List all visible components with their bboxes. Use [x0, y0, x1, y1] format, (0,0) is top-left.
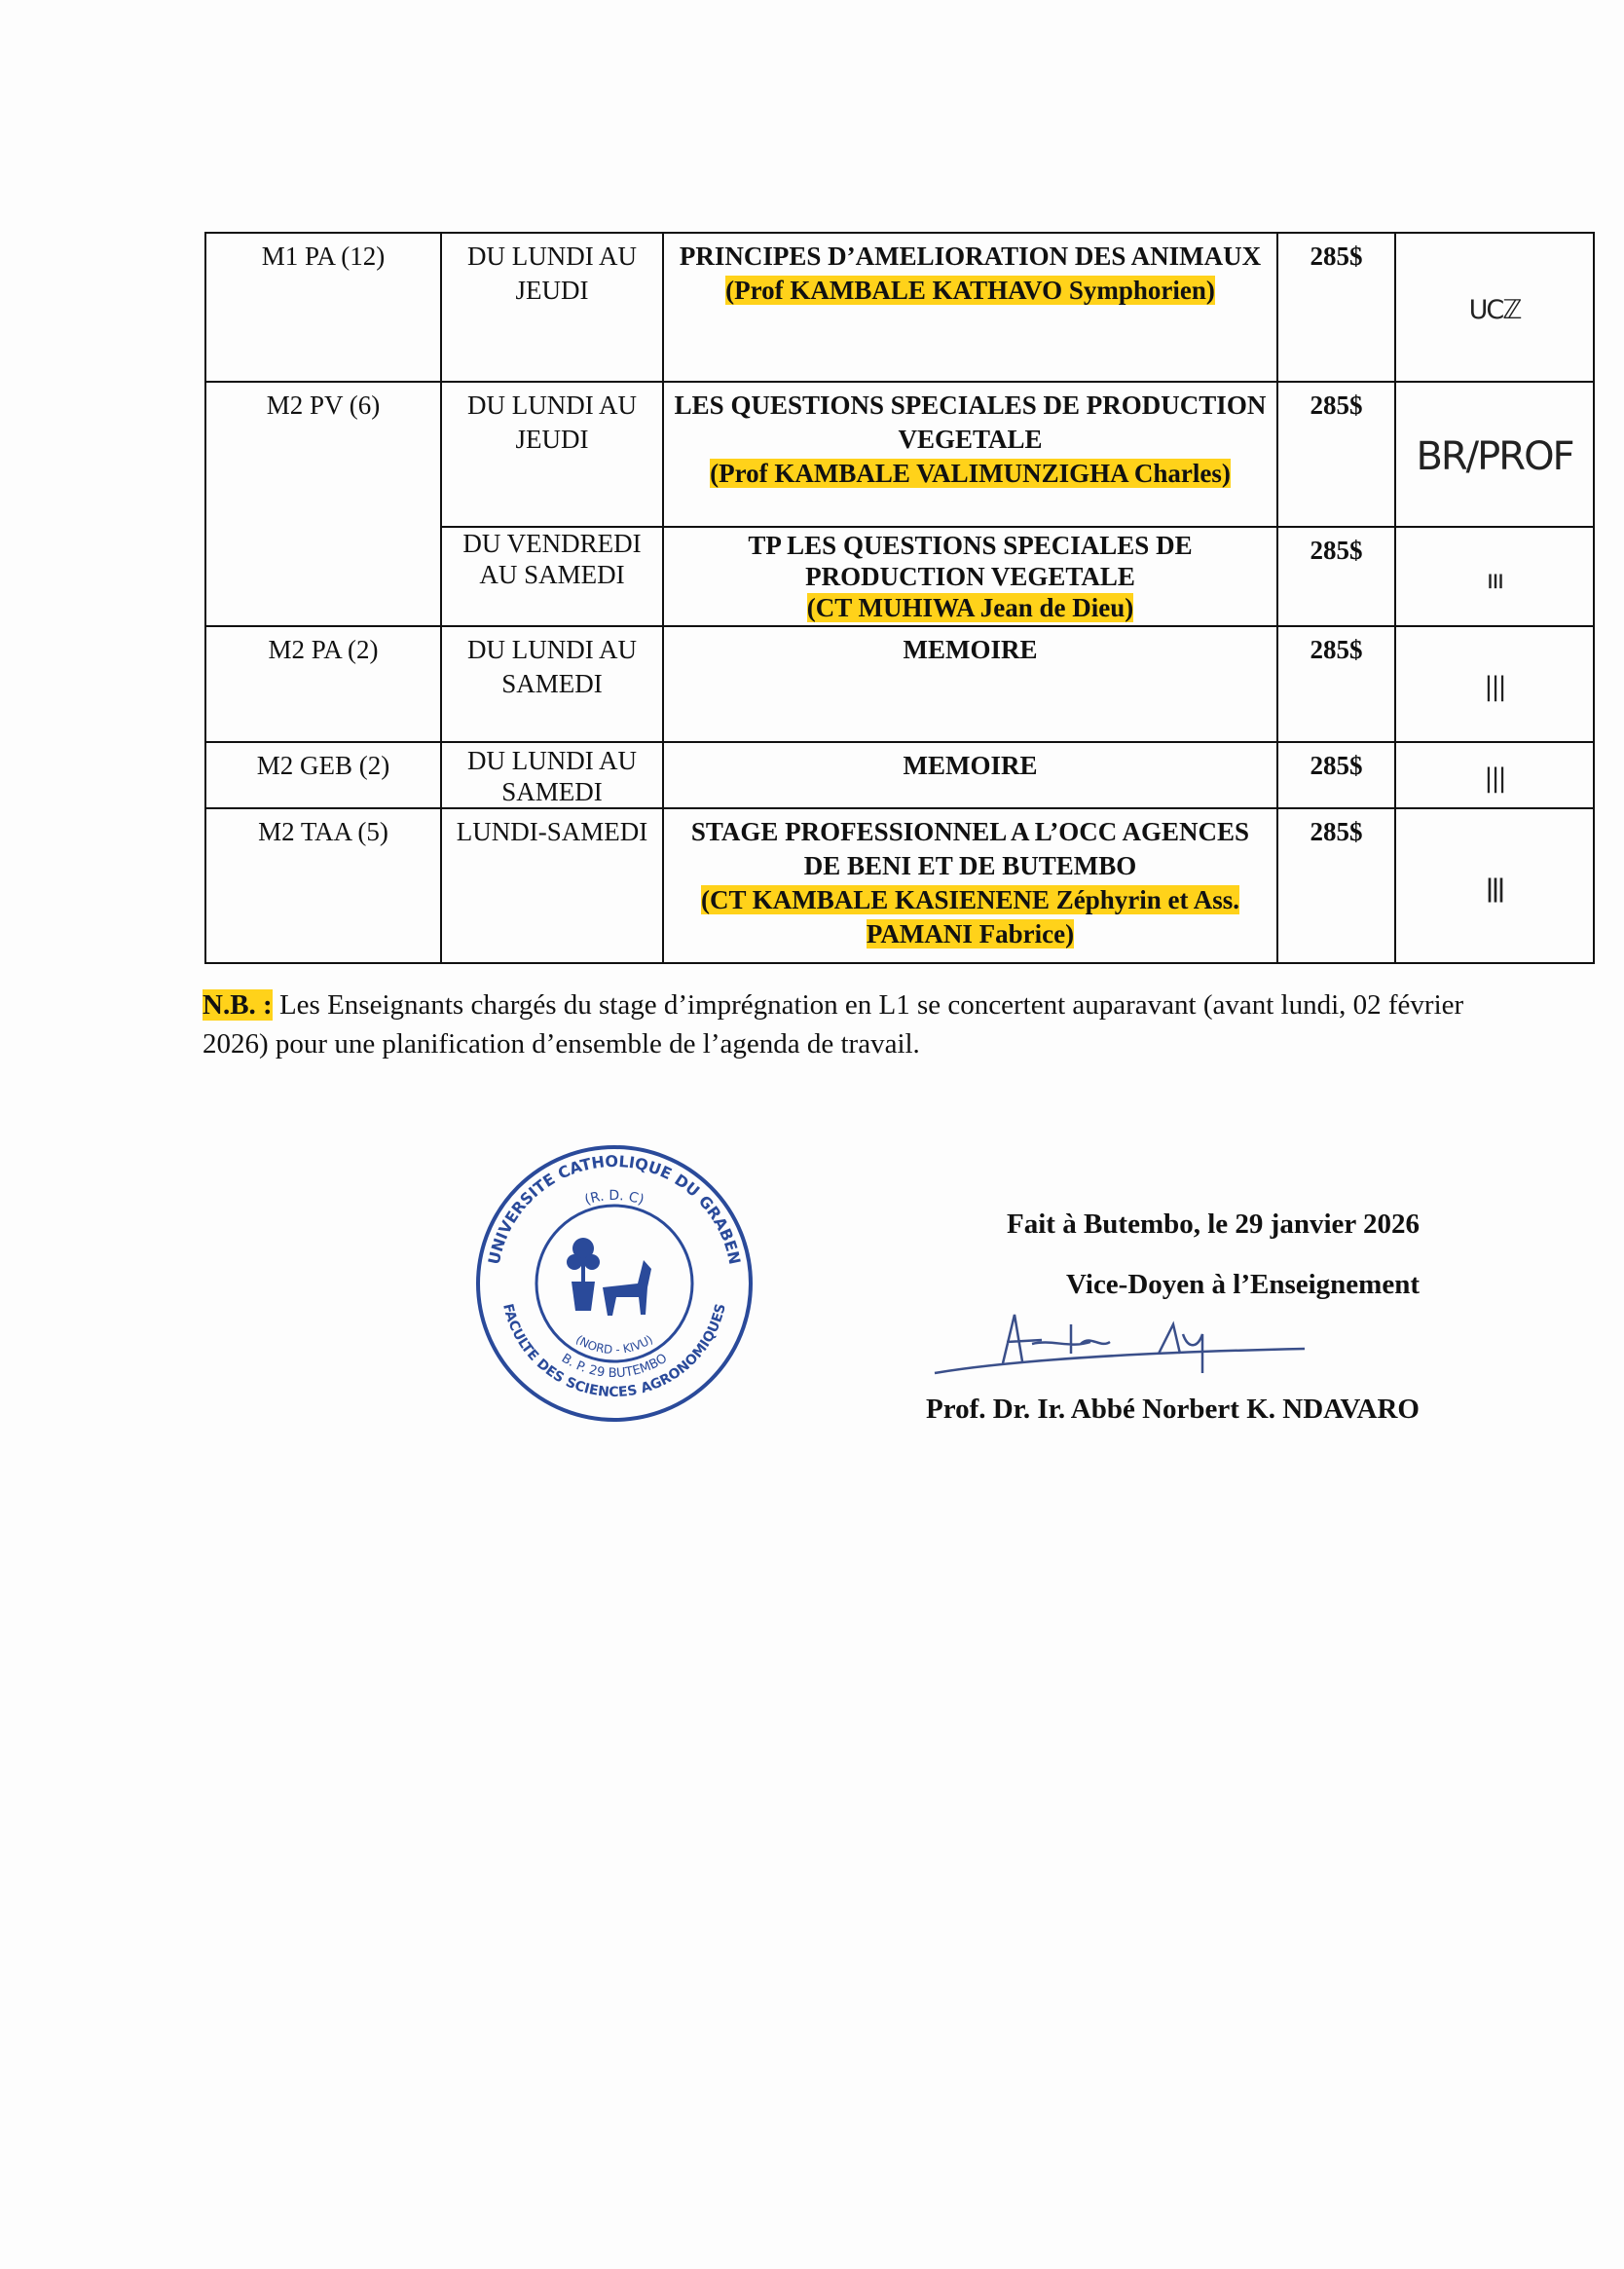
course-cell	[663, 233, 1277, 382]
stamp-outer-text: UNIVERSITE CATHOLIQUE DU GRABEN	[484, 1151, 745, 1267]
note-text: Les Enseignants chargés du stage d’imprégnation en L1 se concertent auparavant (avant lundi, 02 février 2026) pour une planification d’ensemble de l’agenda de travail.	[203, 989, 1464, 1060]
table-row	[205, 233, 1594, 382]
days-cell: DU VENDREDI AU SAMEDI	[441, 527, 663, 626]
fee-cell: 285$	[1277, 808, 1395, 963]
course-title: PRINCIPES D’AMELIORATION DES ANIMAUX	[679, 242, 1262, 271]
note-paragraph	[203, 986, 1468, 1063]
stamp-address: B. P. 29 BUTEMBO	[558, 1351, 671, 1382]
table-row	[205, 626, 1594, 742]
course-title: STAGE PROFESSIONNEL A L’OCC AGENCES DE BENI ET DE BUTEMBO	[690, 817, 1250, 880]
group-cell: M2 PA (2)	[205, 626, 441, 742]
teacher-name: (CT KAMBALE KASIENENE Zéphyrin et Ass. PAMANI Fabrice)	[700, 885, 1240, 949]
handwritten-mark: ǀǀǀ	[1395, 808, 1594, 963]
place-date: Fait à Butembo, le 29 janvier 2026	[1007, 1209, 1420, 1240]
group-cell: M2 GEB (2)	[205, 742, 441, 808]
stamp-bottom-text: FACULTE DES SCIENCES AGRONOMIQUES	[499, 1302, 729, 1400]
fee-cell: 285$	[1277, 527, 1395, 626]
days-cell: LUNDI-SAMEDI	[441, 808, 663, 963]
table-row	[205, 742, 1594, 808]
days-cell: DU LUNDI AU JEUDI	[441, 382, 663, 527]
days-cell: DU LUNDI AU SAMEDI	[441, 742, 663, 808]
course-title: TP LES QUESTIONS SPECIALES DE PRODUCTION VEGETALE	[748, 531, 1193, 591]
table-row	[205, 808, 1594, 963]
teacher-name: (Prof KAMBALE KATHAVO Symphorien)	[725, 276, 1215, 305]
teacher-name: (Prof KAMBALE VALIMUNZIGHA Charles)	[710, 459, 1231, 488]
schedule-table	[204, 232, 1595, 964]
group-cell: M2 TAA (5)	[205, 808, 441, 963]
teacher-name: (CT MUHIWA Jean de Dieu)	[806, 593, 1134, 622]
handwritten-mark: |||	[1395, 626, 1594, 742]
days-cell: DU LUNDI AU JEUDI	[441, 233, 663, 382]
table-row	[205, 382, 1594, 527]
handwritten-mark: BR/PROF	[1395, 382, 1594, 527]
group-cell: M1 PA (12)	[205, 233, 441, 382]
handwritten-signature	[925, 1305, 1314, 1383]
handwritten-mark: UCℤ	[1395, 233, 1594, 382]
handwritten-mark: ııı	[1395, 527, 1594, 626]
course-cell: MEMOIRE	[663, 626, 1277, 742]
handwritten-mark: |||	[1395, 742, 1594, 808]
document-body	[204, 232, 1593, 1063]
fee-cell: 285$	[1277, 233, 1395, 382]
course-cell	[663, 808, 1277, 963]
fee-cell: 285$	[1277, 742, 1395, 808]
signatory-name: Prof. Dr. Ir. Abbé Norbert K. NDAVARO	[926, 1394, 1420, 1425]
course-cell	[663, 382, 1277, 527]
plant-and-goat-emblem	[567, 1238, 651, 1316]
note-label: N.B. :	[203, 989, 273, 1021]
fee-cell: 285$	[1277, 382, 1395, 527]
signatory-title: Vice-Doyen à l’Enseignement	[1066, 1269, 1420, 1300]
course-title: LES QUESTIONS SPECIALES DE PRODUCTION VEGETALE	[674, 391, 1267, 454]
stamp-country: (R. D. C)	[582, 1187, 646, 1209]
days-cell: DU LUNDI AU SAMEDI	[441, 626, 663, 742]
group-cell: M2 PV (6)	[205, 382, 441, 626]
fee-cell: 285$	[1277, 626, 1395, 742]
university-stamp	[470, 1139, 758, 1428]
course-cell: MEMOIRE	[663, 742, 1277, 808]
stamp-province: (NORD - KIVU)	[572, 1332, 656, 1358]
course-cell	[663, 527, 1277, 626]
